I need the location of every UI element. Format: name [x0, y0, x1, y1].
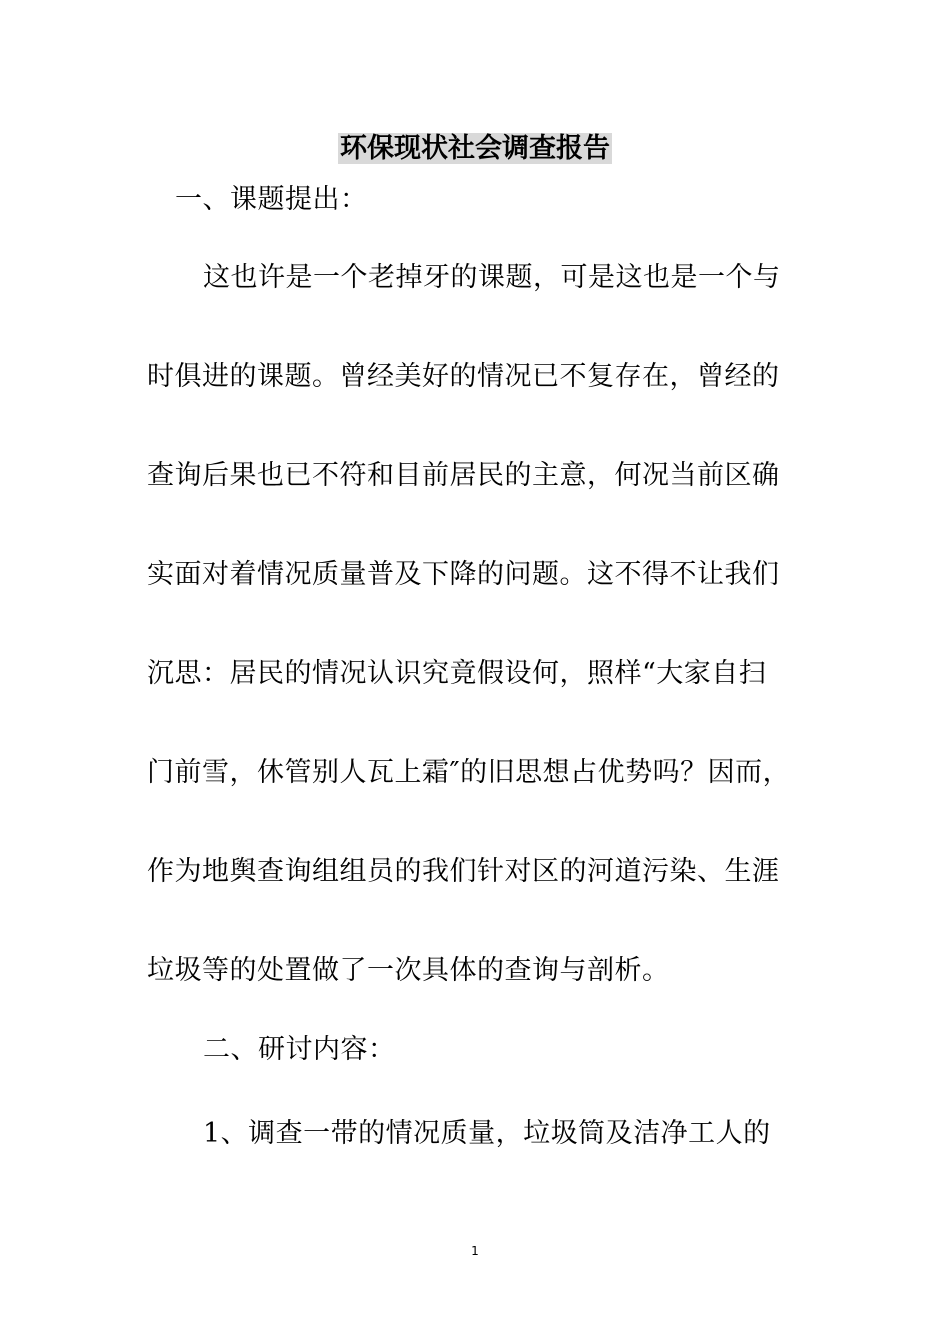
- section-heading-2: 二、研讨内容：: [203, 1034, 396, 1065]
- page-number: 1: [471, 1244, 479, 1258]
- paragraph-line: 沉思：居民的情况认识究竟假设何，照样“大家自扫: [147, 658, 767, 689]
- document-title: [0, 131, 950, 167]
- section-heading-1: 一、课题提出：: [175, 184, 368, 215]
- paragraph-line: 垃圾等的处置做了一次具体的查询与剖析。: [147, 955, 670, 986]
- paragraph-line: 这也许是一个老掉牙的课题，可是这也是一个与: [203, 262, 781, 293]
- paragraph-line: 作为地舆查询组组员的我们针对区的河道污染、生涯: [147, 856, 780, 887]
- paragraph-line: 查询后果也已不符和目前居民的主意，何况当前区确: [147, 460, 780, 491]
- paragraph-line: 实面对着情况质量普及下降的问题。这不得不让我们: [147, 559, 780, 590]
- paragraph-line: 门前雪，休管别人瓦上霜″的旧思想占优势吗？因而，: [147, 757, 791, 788]
- paragraph-line: 1、调查一带的情况质量，垃圾筒及洁净工人的: [203, 1118, 771, 1149]
- paragraph-line: 时俱进的课题。曾经美好的情况已不复存在，曾经的: [147, 361, 780, 392]
- document-title-text: 环保现状社会调查报告: [340, 133, 610, 164]
